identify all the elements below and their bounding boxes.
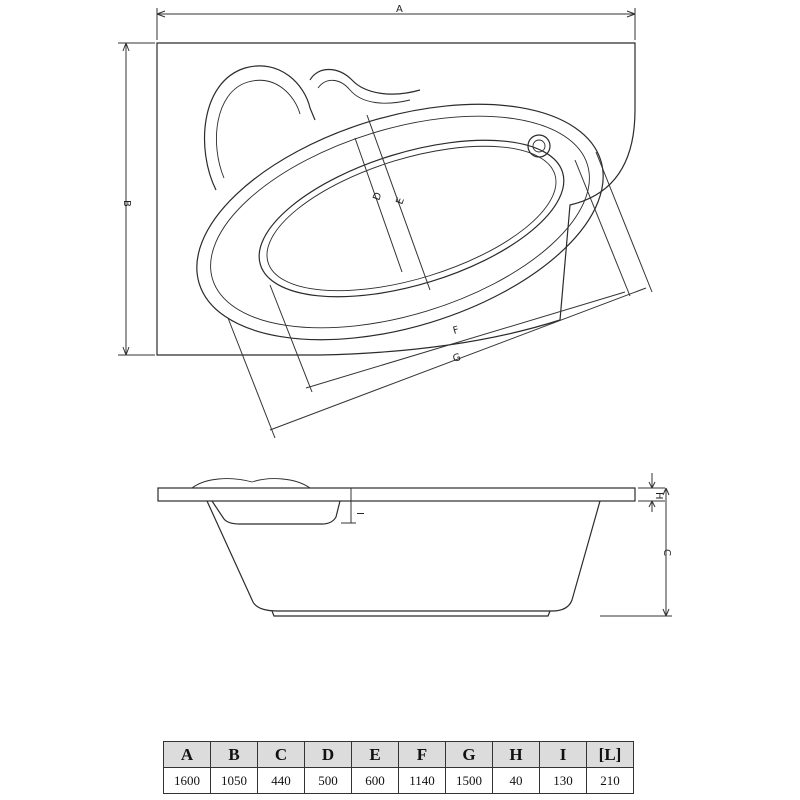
header-cell: A bbox=[164, 742, 211, 768]
dim-label-d: D bbox=[371, 191, 385, 203]
dim-label-g: G bbox=[451, 351, 463, 365]
value-cell: 1050 bbox=[211, 768, 258, 794]
dimension-f bbox=[270, 160, 630, 392]
dim-label-a: A bbox=[396, 4, 403, 15]
dimension-d bbox=[355, 138, 402, 272]
dimension-a bbox=[157, 4, 635, 40]
dim-label-b: B bbox=[121, 200, 132, 207]
dimension-h bbox=[638, 473, 665, 512]
value-cell: 1600 bbox=[164, 768, 211, 794]
dimension-c bbox=[600, 488, 672, 616]
headrest-right-inner bbox=[318, 80, 410, 103]
value-cell: 500 bbox=[305, 768, 352, 794]
headrest-right bbox=[310, 70, 420, 95]
dimensions-table bbox=[163, 741, 634, 794]
headrest-inner bbox=[216, 80, 300, 178]
dimension-g bbox=[228, 152, 652, 438]
header-cell: H bbox=[493, 742, 540, 768]
dim-label-c: C bbox=[661, 549, 672, 556]
value-cell: 600 bbox=[352, 768, 399, 794]
dim-label-i: I bbox=[354, 512, 365, 515]
header-cell: E bbox=[352, 742, 399, 768]
headrest-pocket bbox=[212, 501, 340, 524]
table-value-row bbox=[164, 768, 634, 794]
basin-bottom-inner bbox=[250, 117, 572, 319]
basin-bottom bbox=[241, 109, 582, 328]
tub-body bbox=[207, 501, 600, 611]
headrest-profile bbox=[192, 479, 310, 488]
header-cell: I bbox=[540, 742, 587, 768]
value-cell: 440 bbox=[258, 768, 305, 794]
value-cell: 1140 bbox=[399, 768, 446, 794]
header-cell: C bbox=[258, 742, 305, 768]
value-cell: 130 bbox=[540, 768, 587, 794]
header-cell: [L] bbox=[587, 742, 634, 768]
dimension-i bbox=[341, 488, 365, 523]
value-cell: 1500 bbox=[446, 768, 493, 794]
tub-foot bbox=[272, 611, 550, 616]
value-cell: 40 bbox=[493, 768, 540, 794]
dimension-b bbox=[118, 43, 155, 355]
header-cell: G bbox=[446, 742, 493, 768]
drain-inner bbox=[533, 140, 545, 152]
dimension-e bbox=[367, 115, 430, 290]
dim-label-e: E bbox=[394, 196, 407, 207]
header-cell: F bbox=[399, 742, 446, 768]
basin-rim-outer bbox=[168, 60, 631, 384]
dim-label-f: F bbox=[451, 324, 461, 337]
side-view bbox=[158, 479, 635, 616]
header-cell: D bbox=[305, 742, 352, 768]
table-header-row bbox=[164, 742, 634, 768]
side-rim bbox=[158, 488, 635, 501]
dim-label-h: H bbox=[653, 492, 664, 500]
top-view bbox=[157, 43, 635, 384]
header-cell: B bbox=[211, 742, 258, 768]
value-cell: 210 bbox=[587, 768, 634, 794]
